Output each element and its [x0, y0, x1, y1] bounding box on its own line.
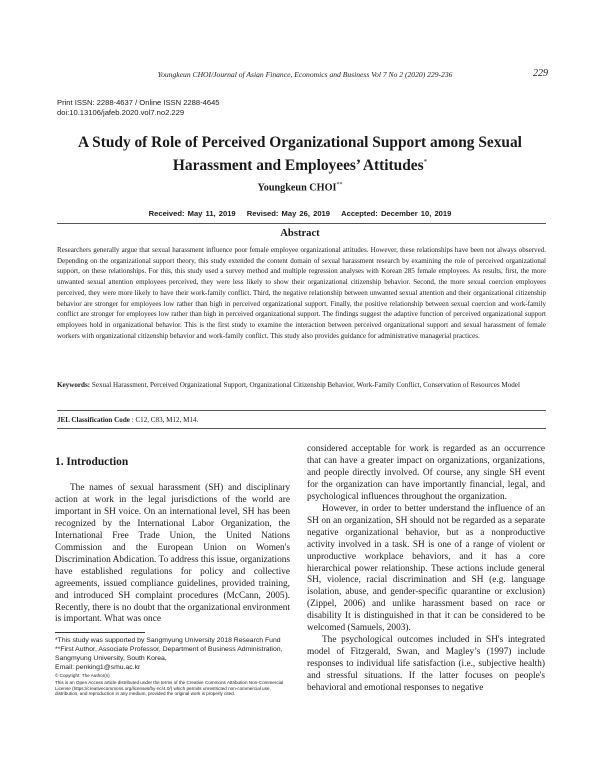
keywords [57, 380, 546, 390]
title-line-2-text: Harassment and Employees’ Attitudes [172, 156, 424, 174]
received-date: Received: May 11, 2019 [148, 209, 236, 218]
issn-line: Print ISSN: 2288-4637 / Online ISSN 2288-4645 [57, 98, 220, 107]
right-column [307, 444, 545, 695]
body-paragraph: The names of sexual harassment (SH) and disciplinary action at work in the legal jurisdictions of the world are important in SH voice. On an international level, SH has been recognized by the International Labor Organization, the International Free Trade Union, the United Nations Commission and the European Union on Women's Discrimination Abdication. To address this issue, organizations have established regulations for policy and collective agreements, issued compliance guidelines, provided training, and introduced SH complaint procedures (McCann, 2005). Recently, there is no doubt that the organizational environment is important. What was once [55, 483, 290, 625]
footnote-divider [55, 632, 145, 633]
left-column [55, 456, 290, 626]
title-line-1: A Study of Role of Perceived Organizational Support among Sexual [78, 134, 522, 151]
revised-date: Revised: May 26, 2019 [246, 209, 330, 218]
keywords-text: Sexual Harassment, Perceived Organizational Support, Organizational Citizenship Behavior, Work-Family Conflict, Conservation of Resources Model [90, 381, 520, 389]
section-heading: 1. Introduction [55, 456, 129, 468]
running-head: Youngkeun CHOI/Journal of Asian Finance, Economics and Business Vol 7 No 2 (2020) 229-236 [157, 70, 453, 79]
footnote-copyright: © Copyright: The Author(s) [55, 673, 110, 678]
body-paragraph: The psychological outcomes included in SH's integrated model of Fitzgerald, Swan, and Magley’s (1997) include responses to individual life satisfaction (i.e., subjective health) and stressful situations. If the latter focuses on people's behavioral and emotional responses to negative [307, 635, 545, 694]
title-line-2 [40, 153, 560, 176]
footnote-license: This is an Open Access article distributed under the terms of the Creative Commons Attribution Non-Commercial License (https://creativecommons.org/licenses/by-nc/4.0/) which permits unrestricted non-commercial use, distribution, and reproduction in any medium, provided the original work is properly cited. [55, 679, 284, 697]
abstract-heading: Abstract [280, 228, 320, 239]
submission-dates [0, 209, 600, 218]
divider-jel [57, 428, 546, 429]
footnote-author: **First Author, Associate Professor, Department of Business Administration, Sangmyung University, South Korea, [55, 646, 283, 662]
jel-codes: : C12, C83, M12, M14. [129, 416, 199, 424]
author [0, 182, 600, 193]
footnote-funding: *This study was supported by Sangmyung University 2018 Research Fund [55, 637, 281, 644]
jel-label: JEL Classification Code [57, 416, 130, 424]
footnote-email: Email: penking1@smu.ac.kr [55, 664, 141, 671]
body-paragraph: considered acceptable for work is regarded as an occurrence that can have a greater impact on organizations, organizations, and people directly involved. Of course, any single SH event for the organization can have importantly financial, legal, and psychological influences throughout the organization. [307, 444, 545, 502]
divider-keywords [57, 410, 546, 411]
body-paragraph: However, in order to better understand the influence of an SH on an organization, SH should not be regarded as a separate negative organizational behavior, but as a nonproductive activity involved in a task. SH is one of a range of violent or unproductive workplace behaviors, and it has a core hierarchical power relationship. These actions include general SH, violence, racial discrimination and SH (e.g. language isolation, abuse, and gender-specific quarantine or exclusion) (Zippel, 2006) and unlike harassment based on race or disability It is distinguished in that it can be considered to be welcomed (Samuels, 2003). [307, 503, 545, 634]
issn-block [57, 98, 220, 118]
doi-line: doi:10.13106/jafeb.2020.vol7.no2.229 [57, 108, 185, 117]
author-footnote-marker: ** [336, 182, 343, 188]
author-name: Youngkeun CHOI [257, 182, 337, 194]
keywords-label: Keywords: [57, 381, 91, 389]
title-footnote-marker: * [423, 157, 428, 166]
footnotes [55, 636, 290, 697]
accepted-date: Accepted: December 10, 2019 [341, 209, 452, 218]
abstract-text: Researchers generally argue that sexual harassment influence poor female employee organizational attitudes. However, these relationships have been not always observed. Depending on the organizational support theory, this study extended the content domain of sexual harassment research by examining the role of perceived organizational support, on these relationships. For this, this study used a survey method and multiple regression analyses with Korean 285 female employees. As results, first, the more unwanted sexual attention employees perceived, they were less likely to show their organizational citizenship behavior. Second, the more sexual coercion employees perceived, they were more likely to have their work-family conflict. Third, the negative relationship between unwanted sexual attention and their organizational citizenship behavior are stronger for employees low rather than high in perceived organizational support. Finally, the positive relationship between sexual coercion and work-family conflict are stronger for employees low rather than high in perceived organizational support. The findings suggest the adaptive function of perceived organizational support employees hold in organizational behavior. This is the first study to examine the interaction between perceived organizational support and sexual harassment of female workers with organizational citizenship behavior and work-family conflict. This study also provides guidance for administrative managerial practices. [57, 246, 546, 340]
jel-classification [57, 416, 546, 424]
divider-top [57, 223, 546, 224]
page-number: 229 [533, 68, 548, 79]
paper-title [40, 134, 560, 175]
